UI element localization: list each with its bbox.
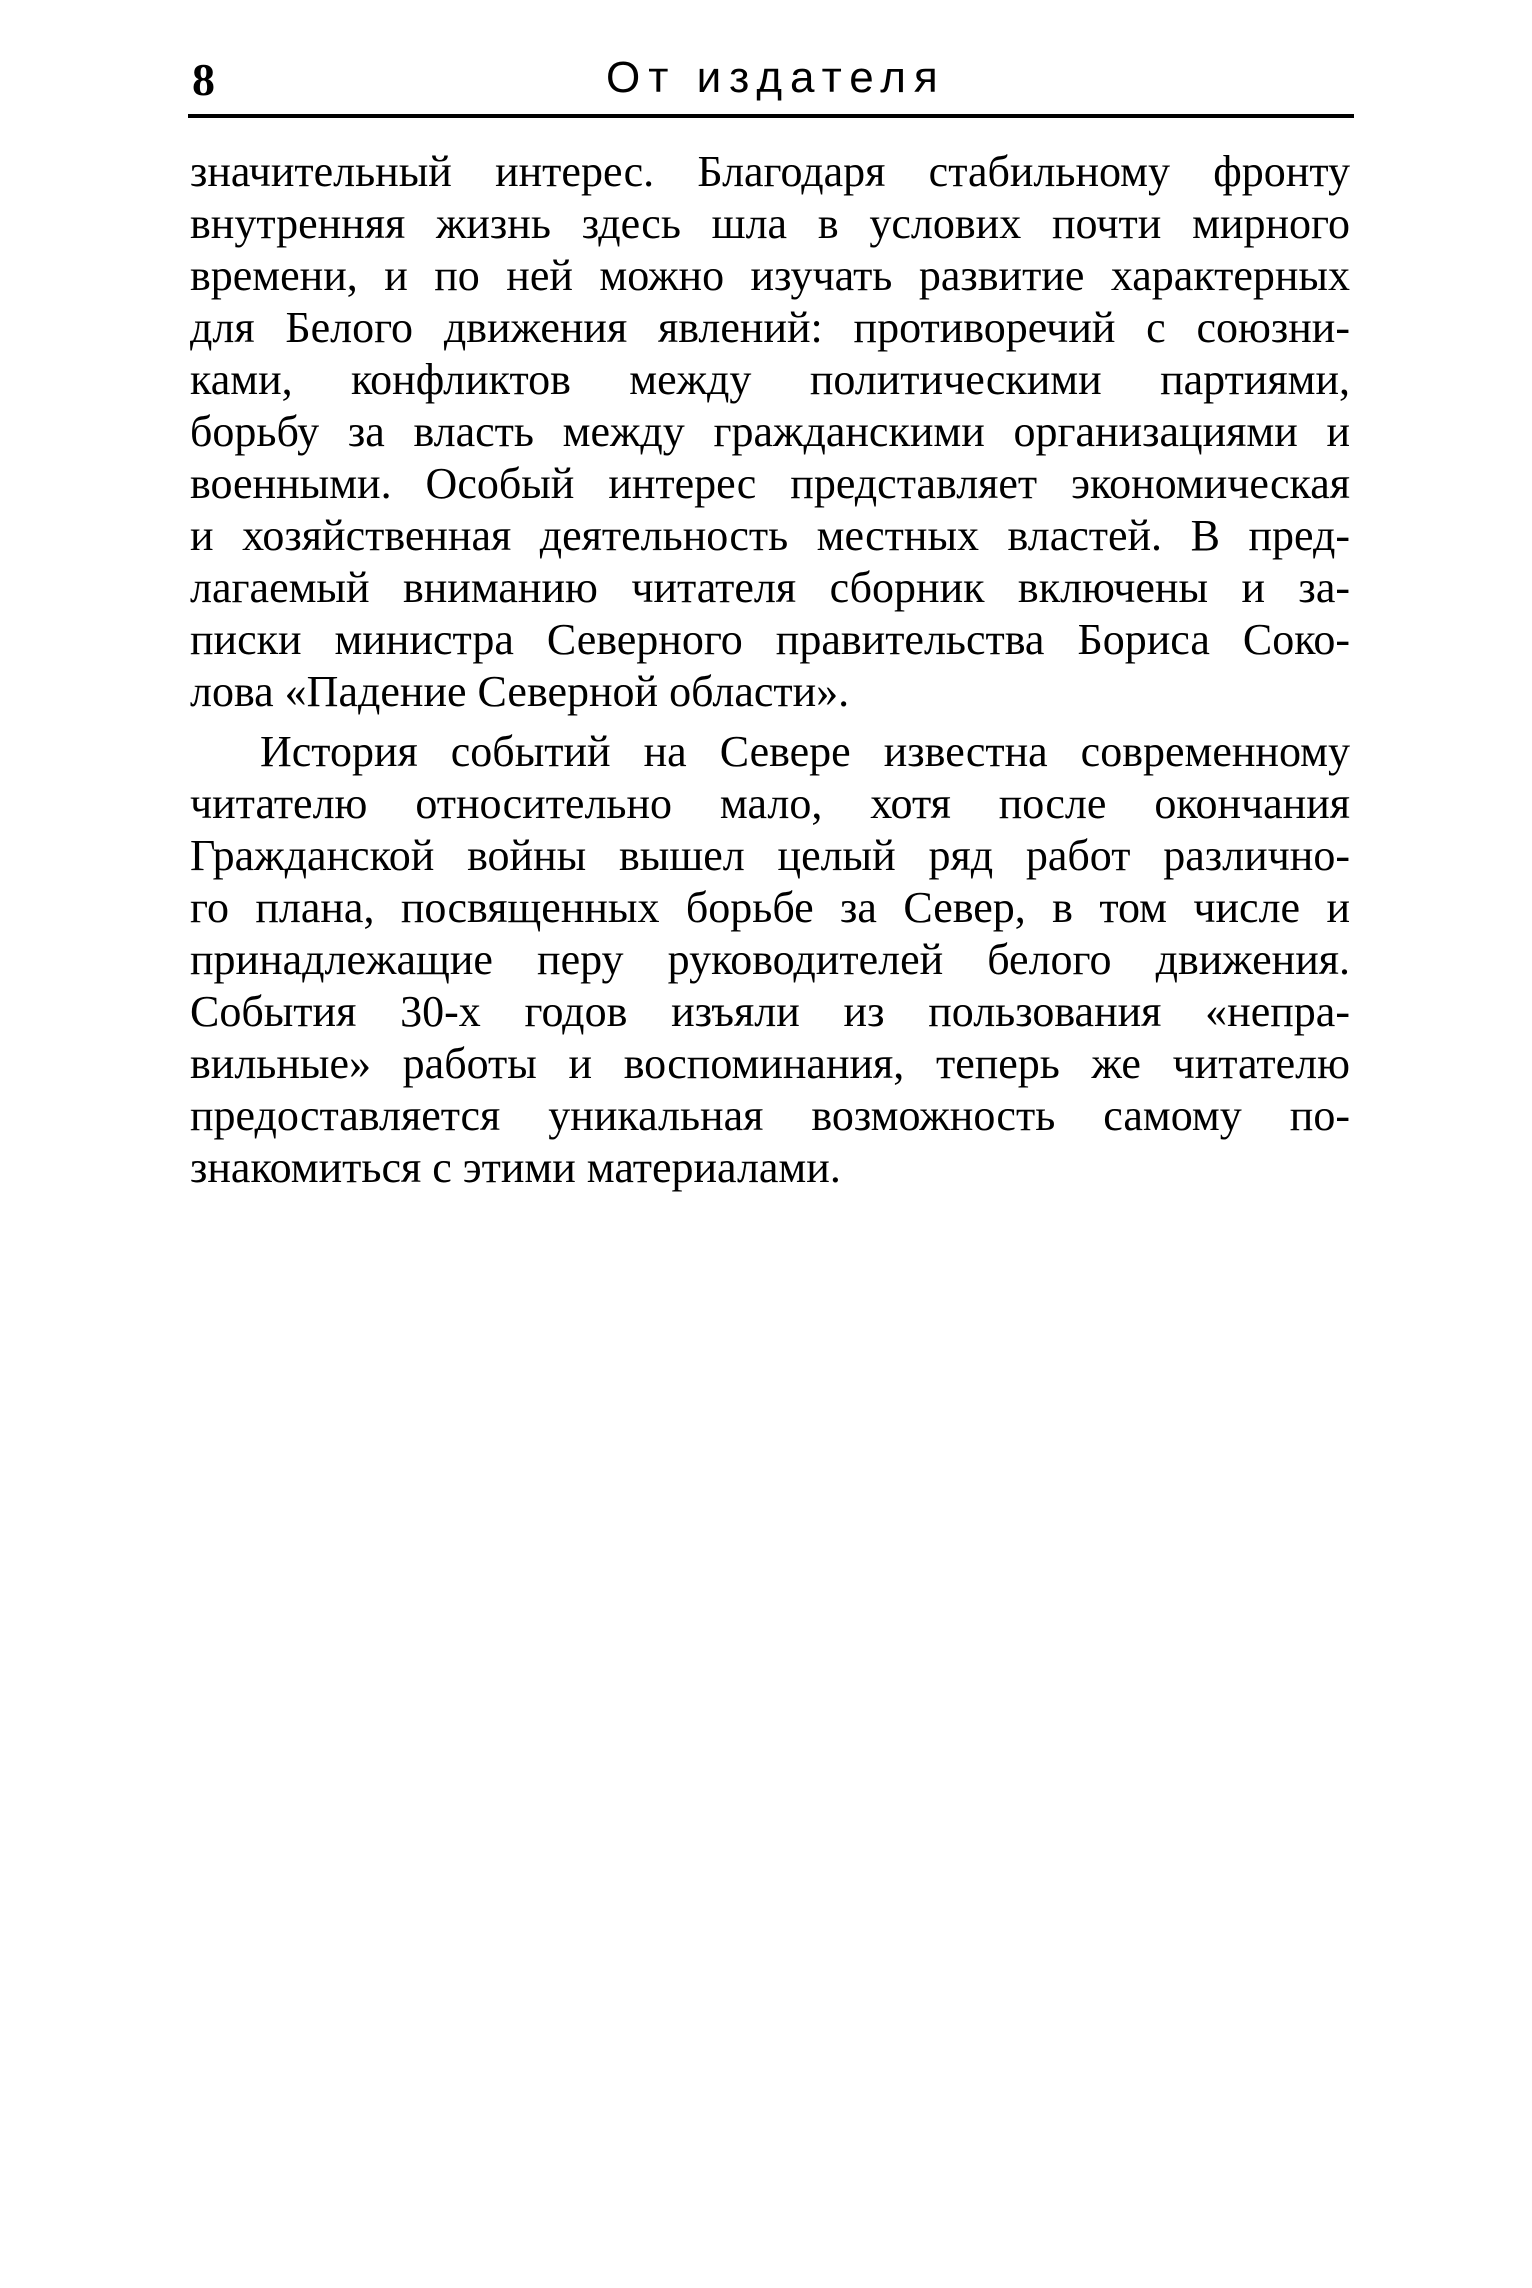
page-number: 8 (192, 54, 215, 105)
text-line: Гражданской войны вышел целый ряд работ различно- (190, 831, 1350, 880)
text-line: борьбу за власть между гражданскими организациями и (190, 407, 1350, 456)
text-line: принадлежащие перу руководителей белого движения. (190, 935, 1350, 984)
paragraph-2 (190, 726, 1350, 1194)
text-line: значительный интерес. Благодаря стабильному фронту (190, 147, 1350, 196)
text-line: для Белого движения явлений: противоречий с союзни- (190, 303, 1350, 352)
text-line: ками, конфликтов между политическими партиями, (190, 355, 1350, 404)
text-line: События 30-х годов изъяли из пользования «непра- (190, 987, 1350, 1036)
text-line: История событий на Севере известна современному (260, 727, 1350, 776)
text-line: внутренняя жизнь здесь шла в услових почти мирного (190, 199, 1350, 248)
text-line: лова «Падение Северной области». (190, 667, 850, 716)
page-header (188, 48, 1354, 118)
text-line: знакомиться с этими материалами. (190, 1143, 841, 1192)
text-line: и хозяйственная деятельность местных властей. В пред- (190, 511, 1350, 560)
text-line: времени, и по ней можно изучать развитие характерных (190, 251, 1350, 300)
text-line: го плана, посвященных борьбе за Север, в том числе и (190, 883, 1350, 932)
running-title: От издателя (606, 53, 946, 102)
header-rule (188, 114, 1354, 118)
text-line: вильные» работы и воспоминания, теперь же читателю (190, 1039, 1350, 1088)
text-line: читателю относительно мало, хотя после окончания (190, 779, 1350, 828)
paragraph-1 (190, 146, 1350, 718)
text-line: военными. Особый интерес представляет экономическая (190, 459, 1350, 508)
text-line: писки министра Северного правительства Бориса Соко- (190, 615, 1350, 664)
text-line: лагаемый вниманию читателя сборник включены и за- (190, 563, 1350, 612)
text-line: предоставляется уникальная возможность самому по- (190, 1091, 1350, 1140)
body-text (190, 146, 1350, 1194)
